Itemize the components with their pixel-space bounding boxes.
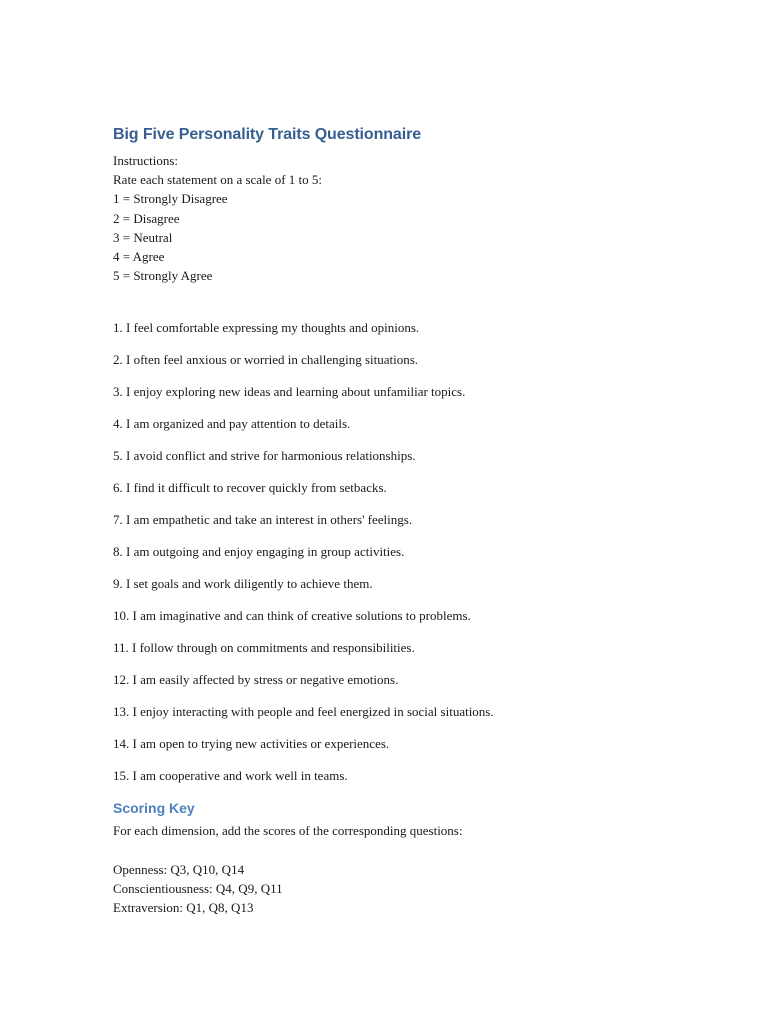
question-item: 7. I am empathetic and take an interest in others' feelings. [113,512,413,528]
question-item: 13. I enjoy interacting with people and feel energized in social situations. [113,704,494,720]
scale-item: 1 = Strongly Disagree [113,191,228,207]
question-item: 8. I am outgoing and enjoy engaging in group activities. [113,544,405,560]
question-item: 6. I find it difficult to recover quickly from setbacks. [113,480,387,496]
question-item: 11. I follow through on commitments and responsibilities. [113,640,415,656]
question-item: 9. I set goals and work diligently to achieve them. [113,576,373,592]
scale-item: 5 = Strongly Agree [113,268,213,284]
question-item: 10. I am imaginative and can think of creative solutions to problems. [113,608,471,624]
instructions-block [113,151,713,285]
document-page [113,124,713,917]
scale-item: 2 = Disagree [113,210,180,226]
question-item: 2. I often feel anxious or worried in challenging situations. [113,352,419,368]
question-item: 15. I am cooperative and work well in teams. [113,768,348,784]
scoring-section [113,798,713,917]
question-item: 1. I feel comfortable expressing my thoughts and opinions. [113,320,420,336]
question-item: 4. I am organized and pay attention to details. [113,416,351,432]
question-list [113,318,713,785]
scoring-intro: For each dimension, add the scores of the corresponding questions: [113,823,463,839]
instructions-text: Rate each statement on a scale of 1 to 5: [113,172,323,188]
scoring-dimension: Openness: Q3, Q10, Q14 [113,861,245,877]
scoring-dimension: Extraversion: Q1, Q8, Q13 [113,900,254,916]
instructions-label: Instructions: [113,153,178,168]
question-item: 12. I am easily affected by stress or negative emotions. [113,672,399,688]
page-title: Big Five Personality Traits Questionnaire [113,126,421,143]
scoring-dimension: Conscientiousness: Q4, Q9, Q11 [113,880,283,896]
question-item: 5. I avoid conflict and strive for harmonious relationships. [113,448,416,464]
question-item: 3. I enjoy exploring new ideas and learning about unfamiliar topics. [113,384,466,400]
rating-scale [113,189,713,285]
scale-item: 3 = Neutral [113,229,173,245]
question-item: 14. I am open to trying new activities or experiences. [113,736,390,752]
scale-item: 4 = Agree [113,249,165,265]
scoring-heading: Scoring Key [113,800,195,817]
